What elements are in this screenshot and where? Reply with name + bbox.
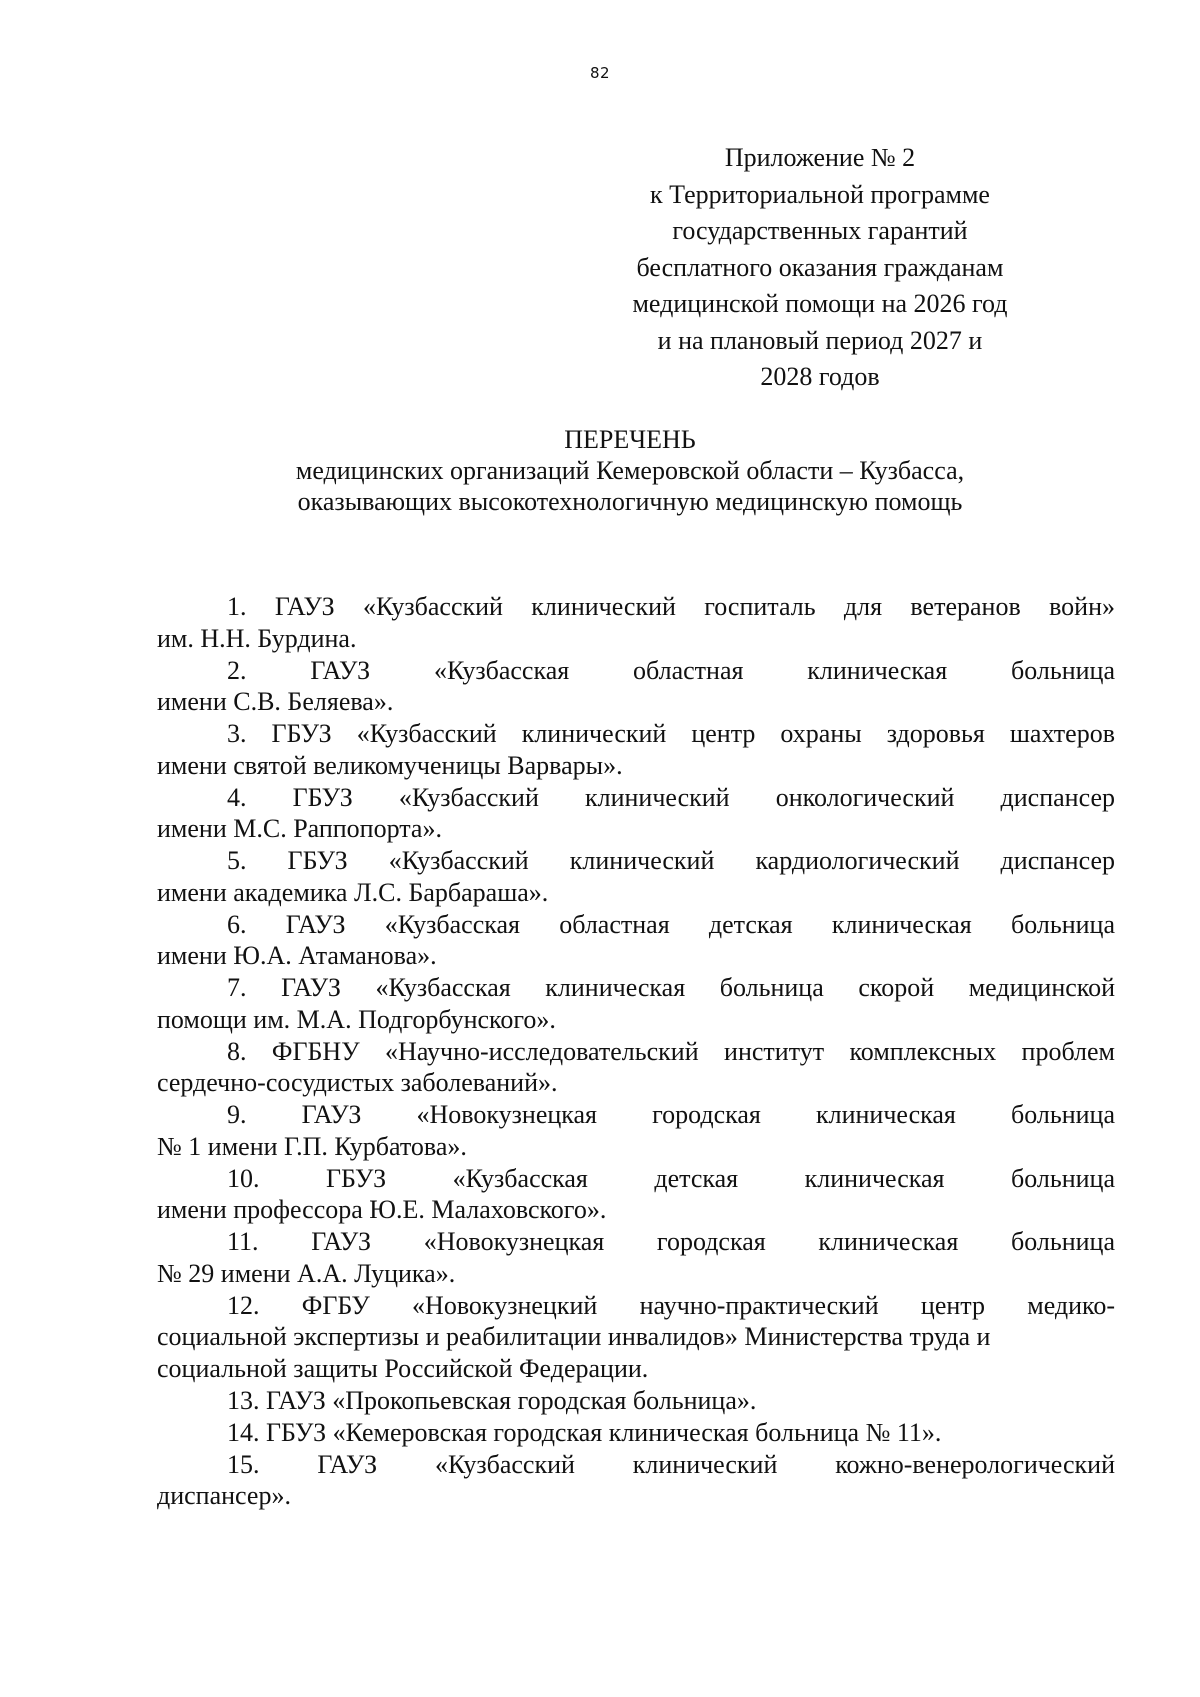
organization-first-line: 10. ГБУЗ «Кузбасская детская клиническая больница xyxy=(227,1163,1115,1193)
appendix-line: медицинской помощи на 2026 год xyxy=(632,289,1008,318)
organization-item xyxy=(157,591,1115,654)
organization-continuation: имени академика Л.С. Барбараша». xyxy=(157,877,549,907)
organization-first-line: 8. ФГБНУ «Научно-исследовательский институт комплексных проблем xyxy=(227,1036,1115,1066)
organization-first-line: 11. ГАУЗ «Новокузнецкая городская клиническая больница xyxy=(227,1227,1115,1256)
page-number: 82 xyxy=(589,64,611,82)
organization-continuation: диспансер». xyxy=(157,1481,291,1510)
organization-first-line: 13. ГАУЗ «Прокопьевская городская больница». xyxy=(227,1385,757,1415)
organization-item xyxy=(157,1099,1115,1162)
organization-first-line: 9. ГАУЗ «Новокузнецкая городская клиническая больница xyxy=(227,1100,1115,1129)
organization-continuation: помощи им. М.А. Подгорбунского». xyxy=(157,1004,556,1034)
title-line: медицинских организаций Кемеровской области – Кузбасса, xyxy=(295,456,965,485)
organization-item xyxy=(157,1036,1115,1099)
appendix-line: к Территориальной программе xyxy=(650,179,990,209)
organization-first-line: 5. ГБУЗ «Кузбасский клинический кардиологический диспансер xyxy=(227,846,1115,875)
organization-item xyxy=(157,718,1115,781)
organization-item xyxy=(157,655,1115,718)
organization-first-line: 7. ГАУЗ «Кузбасская клиническая больница скорой медицинской xyxy=(227,973,1115,1002)
document-title xyxy=(150,424,1110,517)
organization-first-line: 2. ГАУЗ «Кузбасская областная клиническая больница xyxy=(227,655,1115,685)
organization-item xyxy=(157,1163,1115,1226)
organization-item xyxy=(157,782,1115,845)
organization-first-line: 3. ГБУЗ «Кузбасский клинический центр охраны здоровья шахтеров xyxy=(227,719,1115,748)
organization-first-line: 1. ГАУЗ «Кузбасский клинический госпиталь для ветеранов войн» xyxy=(227,592,1115,621)
organization-list xyxy=(157,591,1115,1512)
appendix-line: бесплатного оказания гражданам xyxy=(636,252,1004,282)
appendix-line: Приложение № 2 xyxy=(724,143,916,172)
organization-continuation: имени святой великомученицы Варвары». xyxy=(157,750,623,780)
organization-continuation: имени М.С. Раппопорта». xyxy=(157,814,442,843)
organization-item xyxy=(157,1226,1115,1289)
organization-continuation: сердечно-сосудистых заболеваний». xyxy=(157,1068,558,1097)
organization-continuation: имени профессора Ю.Е. Малаховского». xyxy=(157,1195,607,1224)
organization-first-line: 6. ГАУЗ «Кузбасская областная детская клиническая больница xyxy=(227,909,1115,939)
organization-item xyxy=(157,845,1115,908)
organization-item xyxy=(157,1385,1115,1417)
organization-first-line: 15. ГАУЗ «Кузбасский клинический кожно-венерологический xyxy=(227,1449,1115,1479)
organization-continuation: им. Н.Н. Бурдина. xyxy=(157,623,357,653)
appendix-line: государственных гарантий xyxy=(672,216,968,245)
organization-continuation: имени С.В. Беляева». xyxy=(157,687,394,716)
organization-continuation: имени Ю.А. Атаманова». xyxy=(157,941,437,970)
title-heading: ПЕРЕЧЕНЬ xyxy=(564,425,696,454)
appendix-line: и на плановый период 2027 и xyxy=(657,325,983,355)
organization-item xyxy=(157,972,1115,1035)
title-line: оказывающих высокотехнологичную медицинскую помощь xyxy=(297,487,963,516)
organization-item xyxy=(157,1290,1115,1385)
organization-item xyxy=(157,1449,1115,1512)
organization-first-line: 14. ГБУЗ «Кемеровская городская клиническая больница № 11». xyxy=(227,1417,942,1447)
organization-continuation: социальной экспертизы и реабилитации инвалидов» Министерства труда и социальной защиты Российской Федерации. xyxy=(157,1322,991,1383)
organization-first-line: 12. ФГБУ «Новокузнецкий научно-практический центр медико- xyxy=(227,1290,1115,1320)
organization-item xyxy=(157,1417,1115,1449)
organization-continuation: № 29 имени А.А. Луцика». xyxy=(157,1258,456,1288)
organization-first-line: 4. ГБУЗ «Кузбасский клинический онкологический диспансер xyxy=(227,782,1115,812)
appendix-line: 2028 годов xyxy=(760,362,880,391)
appendix-header xyxy=(590,140,1050,396)
organization-item xyxy=(157,909,1115,972)
organization-continuation: № 1 имени Г.П. Курбатова». xyxy=(157,1131,467,1161)
